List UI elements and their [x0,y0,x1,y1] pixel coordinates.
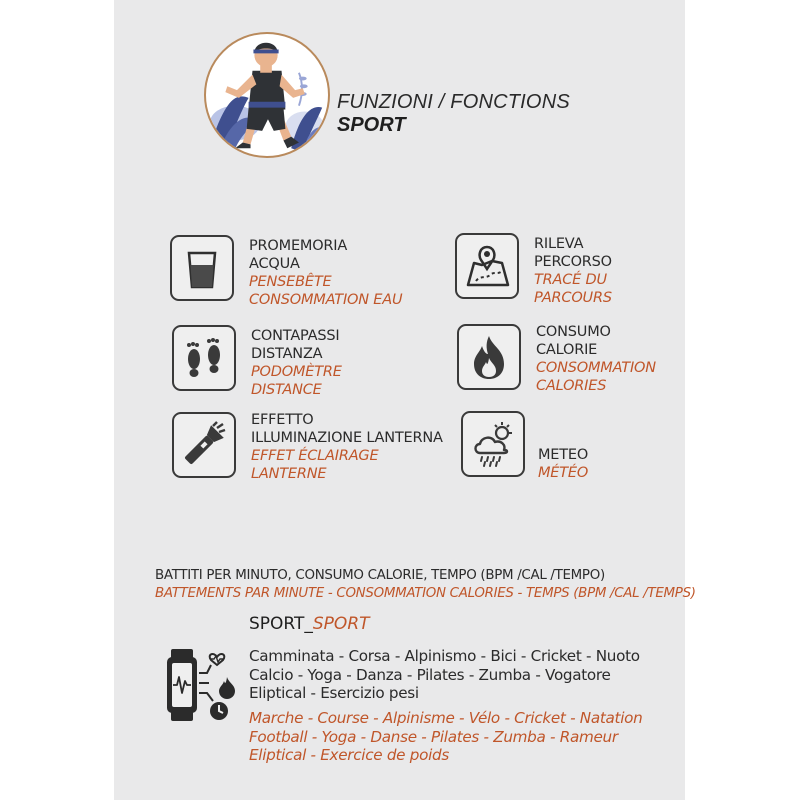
feature-label-fr: PENSEBÊTE [249,274,332,290]
feature-weather [538,446,588,482]
sport-list-line: Camminata - Corsa - Alpinismo - Bici - Cricket - Nuoto [249,647,640,665]
flashlight-icon [179,420,229,470]
feature-label-it: CONTAPASSI [251,328,340,344]
smartwatch-sport-illustration [165,643,241,725]
footprints-icon [179,333,229,383]
sport-list-fr [249,709,642,765]
flashlight-icon-box [172,412,236,478]
feature-water-reminder [249,237,402,309]
feature-label-fr: MÉTÉO [538,465,589,481]
feature-label-fr: DISTANCE [251,382,322,398]
runner-icon [206,34,328,156]
weather-icon [468,419,518,469]
sport-list-line: Football - Yoga - Danse - Pilates - Zumba - Rameur [249,727,618,746]
bpm-label-fr: BATTEMENTS PAR MINUTE - CONSOMMATION CALORIES - TEMPS (BPM /CAL /TEMPS) [155,586,696,601]
water-reminder-icon-box [170,235,234,301]
pedometer-icon-box [172,325,236,391]
feature-label-fr: PODOMÈTRE [251,364,342,380]
runner-illustration [204,32,330,158]
feature-label-it: ACQUA [249,256,300,272]
sport-list-line: Marche - Course - Alpinisme - Vélo - Cricket - Natation [249,709,643,727]
sport-title-fr: SPORT [312,614,370,634]
feature-label-fr: PARCOURS [534,290,612,306]
feature-flashlight [251,411,443,483]
feature-label-it: ILLUMINAZIONE LANTERNA [251,430,443,446]
feature-label-it: DISTANZA [251,346,323,362]
route-tracking-icon-box [455,233,519,299]
sport-title-it: SPORT_ [249,614,313,634]
sport-list-line: Eliptical - Exercice de poids [249,746,449,764]
feature-calories [536,323,656,395]
feature-label-it: CONSUMO [536,324,611,340]
bpm-label-it: BATTITI PER MINUTO, CONSUMO CALORIE, TEMPO (BPM /CAL /TEMPO) [155,568,605,583]
feature-pedometer [251,327,342,399]
feature-label-fr: CONSOMMATION EAU [249,292,403,308]
feature-label-it: CALORIE [536,342,598,358]
title-functions: FUNZIONI / FONCTIONS [337,91,570,113]
section-title [337,91,570,137]
feature-label-it: PERCORSO [534,254,612,270]
glass-water-icon [177,243,227,293]
feature-label-it: PROMEMORIA [249,238,348,254]
sport-list-line: Eliptical - Esercizio pesi [249,684,419,702]
sport-title [249,614,370,634]
sport-list-line: Calcio - Yoga - Danza - Pilates - Zumba - Vogatore [249,665,611,684]
feature-label-it: METEO [538,447,589,463]
feature-label-it: RILEVA [534,236,584,252]
title-sport: SPORT [337,114,406,136]
feature-label-fr: LANTERNE [251,466,327,482]
sport-list-it [249,647,640,703]
bpm-description [155,567,696,603]
feature-label-fr: CALORIES [536,378,607,394]
weather-icon-box [461,411,525,477]
feature-route-tracking [534,235,612,307]
smartwatch-icon [165,643,241,725]
calories-icon-box [457,324,521,390]
feature-label-fr: EFFET ÉCLAIRAGE [251,448,379,464]
flame-icon [464,332,514,382]
map-route-icon [462,241,512,291]
feature-label-fr: CONSOMMATION [536,360,656,376]
feature-label-fr: TRACÉ DU [534,272,607,288]
feature-label-it: EFFETTO [251,412,314,428]
